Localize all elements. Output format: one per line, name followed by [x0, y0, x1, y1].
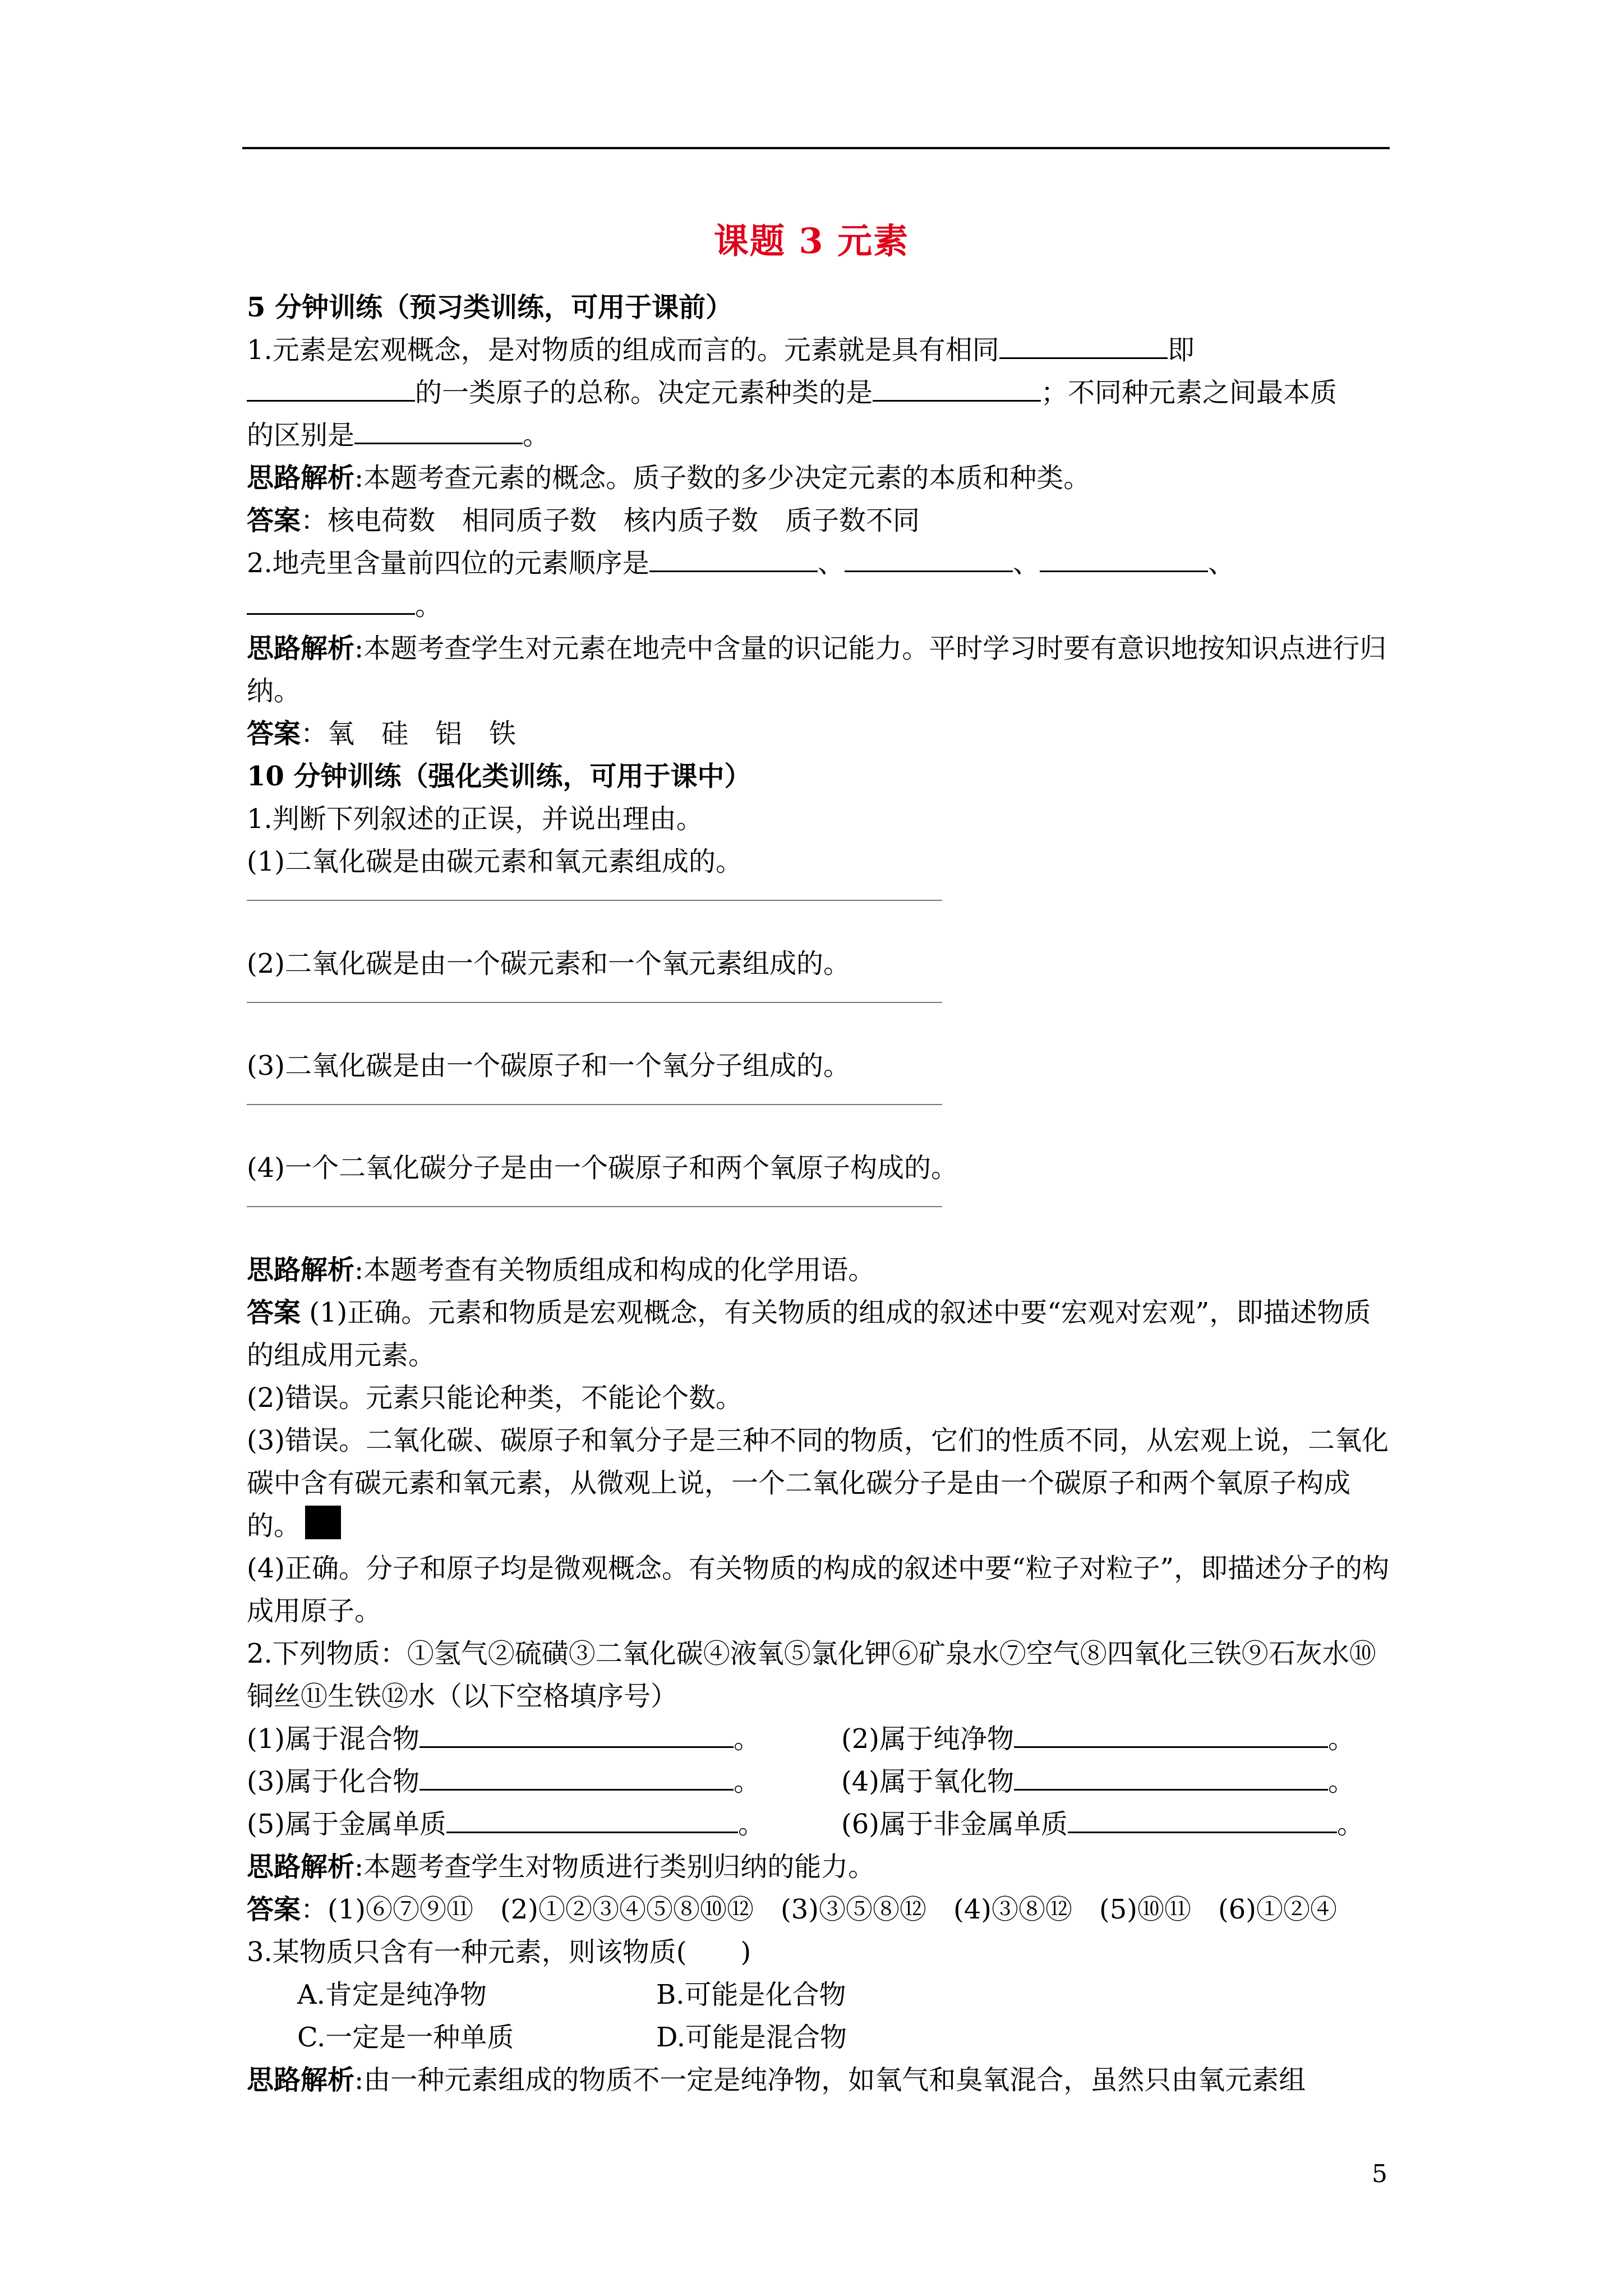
answer-line[interactable] [247, 1206, 1391, 1249]
question-5-options-row1 [247, 1973, 1391, 2016]
answer-blank[interactable] [419, 1724, 734, 1748]
question-4: 2.下列物质：①氢气②硫磺③二氧化碳④液氧⑤氯化钾⑥矿泉水⑦空气⑧四氧化三铁⑨石灰水⑩铜丝⑪生铁⑫水（以下空格填序号） [247, 1638, 1376, 1712]
analysis-5: 思路解析:由一种元素组成的物质不一定是纯净物，如氧气和臭氧混合，虽然只由氧元素组 [247, 2064, 1306, 2096]
question-1-line1: 1.元素是宏观概念，是对物质的组成而言的。元素就是具有相同 即 [247, 334, 1195, 366]
question-1-line2: 的一类原子的总称。决定元素种类的是 ；不同种元素之间最本质 [247, 371, 1391, 414]
option-b[interactable]: B.可能是化合物 [656, 1979, 846, 2010]
question-5: 3.某物质只含有一种元素，则该物质( ) [247, 1936, 751, 1968]
answer-blank[interactable] [873, 378, 1041, 402]
answer-3-3: (3)错误。二氧化碳、碳原子和氧分子是三种不同的物质，它们的性质不同，从宏观上说，二氧化碳中含有碳元素和氧元素，从微观上说，一个二氧化碳分子是由一个碳原子和两个氧原子构成的。 [247, 1425, 1389, 1542]
question-2-line1: 2.地壳里含量前四位的元素顺序是 、 、 、 [247, 547, 1235, 579]
answer-blank[interactable] [446, 1809, 738, 1833]
answer-blank[interactable] [999, 335, 1168, 359]
analysis-1: 思路解析:本题考查元素的概念。质子数的多少决定元素的本质和种类。 [247, 462, 1091, 494]
answer-line[interactable] [247, 900, 1391, 942]
answer-blank[interactable] [1040, 548, 1208, 572]
answer-blank[interactable] [247, 591, 415, 615]
question-2-line2: 。 [247, 585, 1391, 627]
answer-3-4: (4)正确。分子和原子均是微观概念。有关物质的构成的叙述中要“粒子对粒子”，即描述分子的构成用原子。 [247, 1553, 1390, 1627]
section-heading-5min: 5 分钟训练（预习类训练，可用于课前） [247, 292, 733, 323]
answer-blank[interactable] [1014, 1724, 1328, 1748]
answer-blank[interactable] [354, 420, 523, 444]
answer-blank[interactable] [1014, 1766, 1328, 1791]
question-3: 1.判断下列叙述的正误，并说出理由。 [247, 803, 703, 835]
document-body [247, 286, 1391, 2101]
question-3-item2: (2)二氧化碳是由一个碳元素和一个氧元素组成的。 [247, 948, 850, 979]
question-3-item1: (1)二氧化碳是由碳元素和氧元素组成的。 [247, 846, 743, 877]
answer-line[interactable] [247, 1002, 1391, 1045]
page-number: 5 [1372, 2160, 1387, 2188]
answer-blank[interactable] [247, 378, 415, 402]
answer-blank[interactable] [649, 548, 818, 572]
analysis-4: 思路解析:本题考查学生对物质进行类别归纳的能力。 [247, 1851, 875, 1883]
answer-line[interactable] [247, 1104, 1391, 1147]
option-a[interactable]: A.肯定是纯净物 [297, 1979, 487, 2010]
answer-2: 答案：氧 硅 铝 铁 [247, 718, 517, 749]
answer-blank[interactable] [845, 548, 1013, 572]
section-heading-10min: 10 分钟训练（强化类训练，可用于课中） [247, 761, 751, 792]
question-3-item3: (3)二氧化碳是由一个碳原子和一个氧分子组成的。 [247, 1050, 850, 1082]
option-d[interactable]: D.可能是混合物 [656, 2022, 847, 2053]
question-3-item4: (4)一个二氧化碳分子是由一个碳原子和两个氧原子构成的。 [247, 1152, 958, 1184]
answer-blank[interactable] [1068, 1809, 1337, 1833]
question-4-row3: (5)属于金属单质 。 (6)属于非金属单质 。 [247, 1809, 1364, 1840]
answer-blank[interactable] [419, 1766, 734, 1791]
answer-3-2: (2)错误。元素只能论种类，不能论个数。 [247, 1382, 743, 1414]
question-4-row2: (3)属于化合物 。 (4)属于氧化物 。 [247, 1766, 1355, 1797]
answer-4: 答案：(1)⑥⑦⑨⑪ (2)①②③④⑤⑧⑩⑫ (3)③⑤⑧⑫ (4)③⑧⑫ (5)⑩⑪ (6)①②④ [247, 1894, 1337, 1925]
analysis-2: 思路解析:本题考查学生对元素在地壳中含量的识记能力。平时学习时要有意识地按知识点进行归纳。 [247, 633, 1387, 707]
option-c[interactable]: C.一定是一种单质 [297, 2022, 514, 2053]
answer-3-1: 答案 (1)正确。元素和物质是宏观概念，有关物质的组成的叙述中要“宏观对宏观”，即描述物质的组成用元素。 [247, 1297, 1371, 1371]
answer-1: 答案：核电荷数 相同质子数 核内质子数 质子数不同 [247, 505, 920, 536]
analysis-3: 思路解析:本题考查有关物质组成和构成的化学用语。 [247, 1254, 875, 1286]
question-1-line3: 的区别是 。 [247, 420, 550, 451]
question-5-options-row2 [247, 2016, 1391, 2059]
question-4-row1: (1)属于混合物 。 (2)属于纯净物 。 [247, 1723, 1355, 1755]
page-title: 课题 3 元素 [713, 220, 910, 261]
header-rule [242, 147, 1390, 149]
redaction-block [305, 1506, 341, 1539]
